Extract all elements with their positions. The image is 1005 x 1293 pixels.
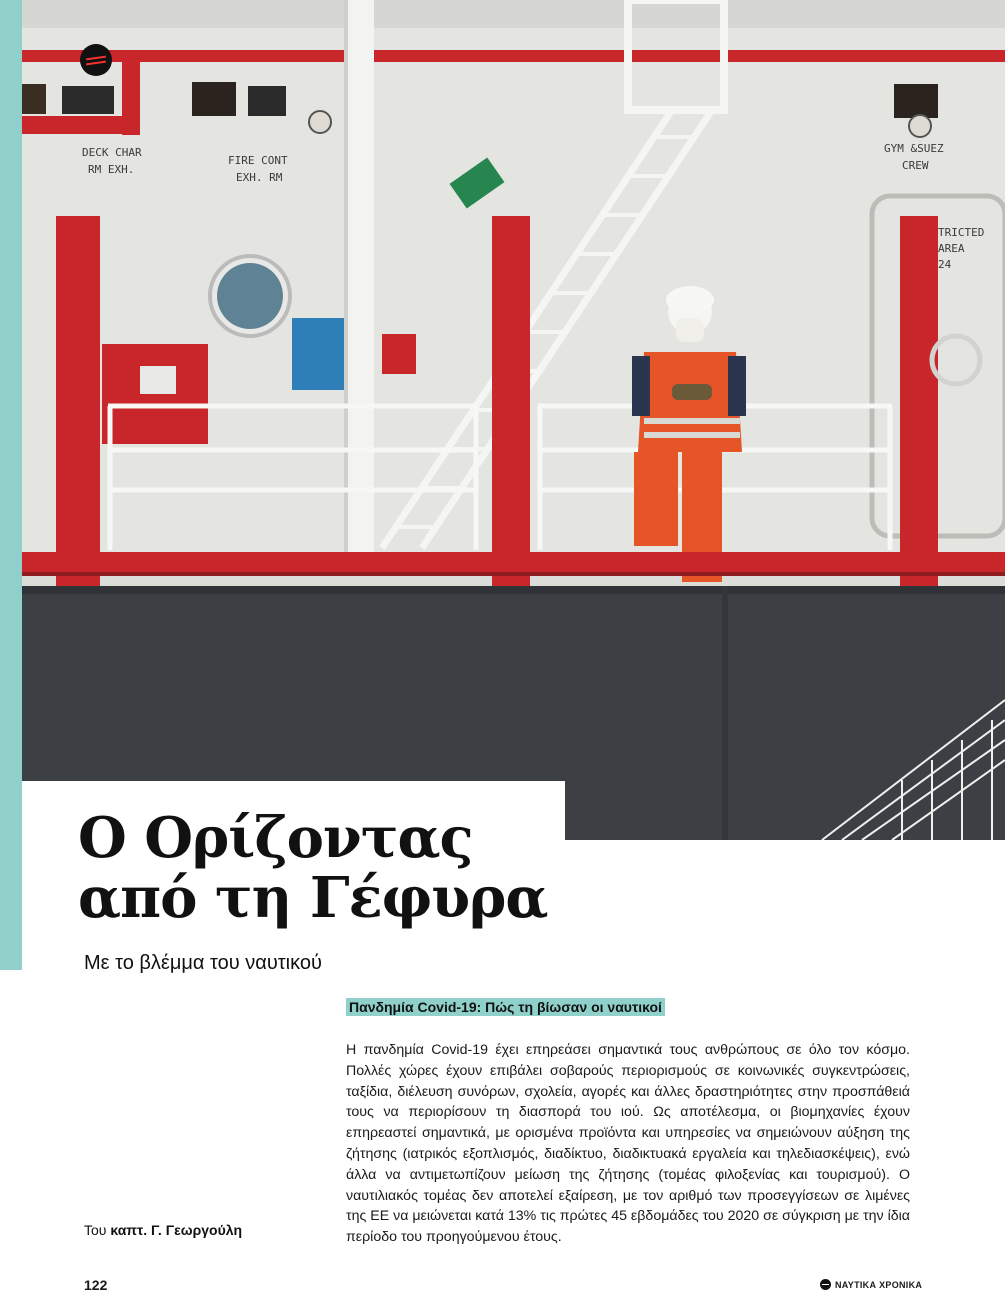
sign-gym-suez-line2: CREW	[902, 159, 929, 172]
author-prefix: Του	[84, 1222, 107, 1238]
title-line-2: από τη Γέφυρα	[78, 865, 548, 931]
footer-brand	[820, 1279, 922, 1290]
ship-deck-photo	[22, 0, 1005, 840]
article-body: Η πανδημία Covid-19 έχει επηρεάσει σημαντικά τους ανθρώπους σε όλο τον κόσμο. Πολλές χώρες έχουν επιβάλει σοβαρούς περιορισμούς σε κοινωνικές συγκεντρώσεις, ταξίδια, διέλευση συνόρων, σχολεία, αγορές και άλλες δραστηριότητες στην προσπάθειά τους να περιορίσουν τη διασπορά του ιού. Ως αποτέλεσμα, οι βιομηχανίες έχουν επηρεαστεί σημαντικά, με ορισμένα προϊόντα και υπηρεσίες να σημειώνουν αύξηση της ζήτησης (ιατρικός εξοπλισμός, διαδίκτυο, διαδικτυακά εργαλεία και τηλεδιασκέψεις), ενώ άλλα να αντιμετωπίζουν μείωση της ζήτησης (τομέας φιλοξενίας και τουρισμού). Ο ναυτιλιακός τομέας δεν αποτελεί εξαίρεση, με τον αριθμό των προσεγγίσεων σε λιμένες της ΕΕ να μειώνεται κατά 13% τις πρώτες 45 εβδομάδες του 2020 σε σύγκριση με την ίδια περίοδο του προηγούμενου έτους.	[346, 1042, 910, 1246]
sign-deck-char-line1: DECK CHAR	[82, 146, 142, 159]
teal-accent-bar	[0, 0, 22, 970]
title-line-1: Ο Ορίζοντας	[78, 805, 473, 871]
magazine-logo-icon	[80, 44, 112, 76]
brand-logo-icon	[820, 1279, 831, 1290]
sign-restricted-line1: TRICTED	[938, 226, 985, 239]
author-name: καπτ. Γ. Γεωργούλη	[110, 1222, 243, 1238]
sign-fire-cont-line2: EXH. RM	[236, 171, 283, 184]
section-heading: Πανδημία Covid-19: Πώς τη βίωσαν οι ναυτικοί	[346, 998, 665, 1016]
author-byline	[84, 1222, 242, 1238]
sign-deck-char-line2: RM EXH.	[88, 163, 135, 176]
sign-restricted-line2: AREA	[938, 242, 965, 255]
sign-gym-suez-line1: GYM &SUEZ	[884, 142, 944, 155]
brand-name: ΝΑΥΤΙΚΑ ΧΡΟΝΙΚΑ	[835, 1279, 923, 1290]
article-title	[78, 805, 548, 931]
page-number: 122	[84, 1277, 108, 1293]
sign-fire-cont-line1: FIRE CONT	[228, 154, 288, 167]
article-subtitle: Με το βλέμμα του ναυτικού	[84, 952, 322, 974]
sign-restricted-line3: 24	[938, 258, 952, 271]
